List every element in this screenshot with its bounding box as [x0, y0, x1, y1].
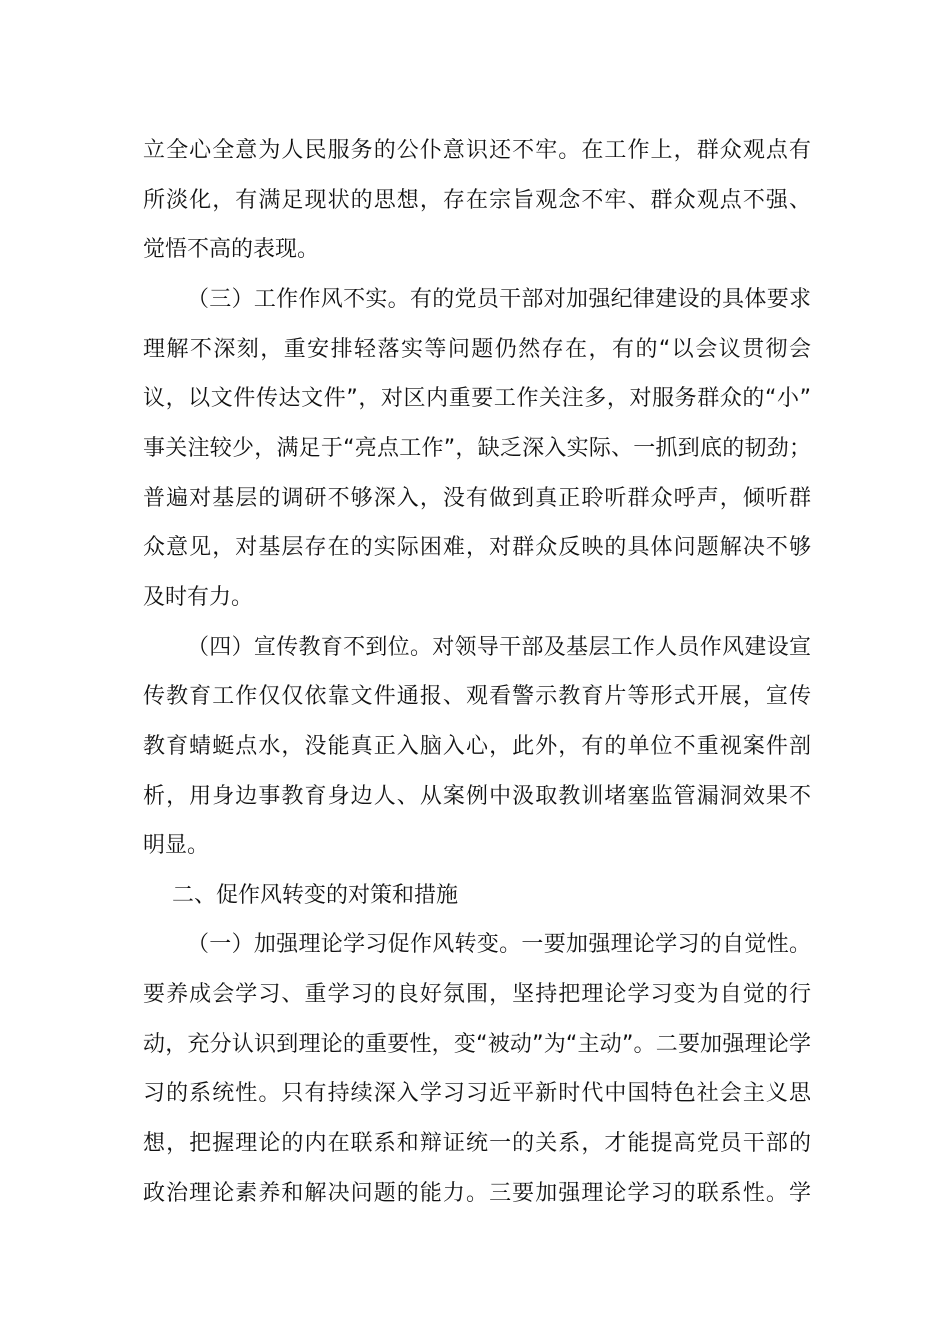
text-line: 习的系统性。只有持续深入学习习近平新时代中国特色社会主义思: [143, 1081, 811, 1106]
text-line: 议，以文件传达文件”，对区内重要工作关注多，对服务群众的“小”: [143, 386, 811, 411]
section-heading-si: （四）宣传教育不到位。对领导干部及基层工作人员作风建设宣: [187, 635, 811, 660]
text-line: 教育蜻蜓点水，没能真正入脑入心，此外，有的单位不重视案件剖: [143, 734, 811, 759]
text-line: 立全心全意为人民服务的公仆意识还不牢。在工作上，群众观点有: [143, 138, 811, 163]
text-line: 要养成会学习、重学习的良好氛围，坚持把理论学习变为自觉的行: [143, 982, 811, 1007]
text-line: 传教育工作仅仅依靠文件通报、观看警示教育片等形式开展，宣传: [143, 684, 811, 709]
text-line: 动，充分认识到理论的重要性，变“被动”为“主动”。二要加强理论学: [143, 1032, 811, 1057]
text-line: 析，用身边事教育身边人、从案例中汲取教训堵塞监管漏洞效果不: [143, 784, 811, 809]
text-line: 明显。: [143, 833, 210, 858]
text-line: 众意见，对基层存在的实际困难，对群众反映的具体问题解决不够: [143, 535, 811, 560]
text-line: 政治理论素养和解决问题的能力。三要加强理论学习的联系性。学: [143, 1181, 811, 1206]
text-line: 普遍对基层的调研不够深入，没有做到真正聆听群众呼声，倾听群: [143, 486, 811, 511]
text-line: 及时有力。: [143, 585, 254, 610]
section-heading-yi: （一）加强理论学习促作风转变。一要加强理论学习的自觉性。: [187, 932, 811, 957]
text-line: 理解不深刻，重安排轻落实等问题仍然存在，有的“以会议贯彻会: [143, 337, 811, 362]
text-line: 想，把握理论的内在联系和辩证统一的关系，才能提高党员干部的: [143, 1131, 811, 1156]
text-line: 事关注较少，满足于“亮点工作”，缺乏深入实际、一抓到底的韧劲；: [143, 436, 811, 461]
text-line: 觉悟不高的表现。: [143, 237, 320, 262]
section-heading-san: （三）工作作风不实。有的党员干部对加强纪律建设的具体要求: [187, 287, 811, 312]
chapter-heading: 二、促作风转变的对策和措施: [172, 883, 459, 908]
text-line: 所淡化，有满足现状的思想，存在宗旨观念不牢、群众观点不强、: [143, 188, 811, 213]
